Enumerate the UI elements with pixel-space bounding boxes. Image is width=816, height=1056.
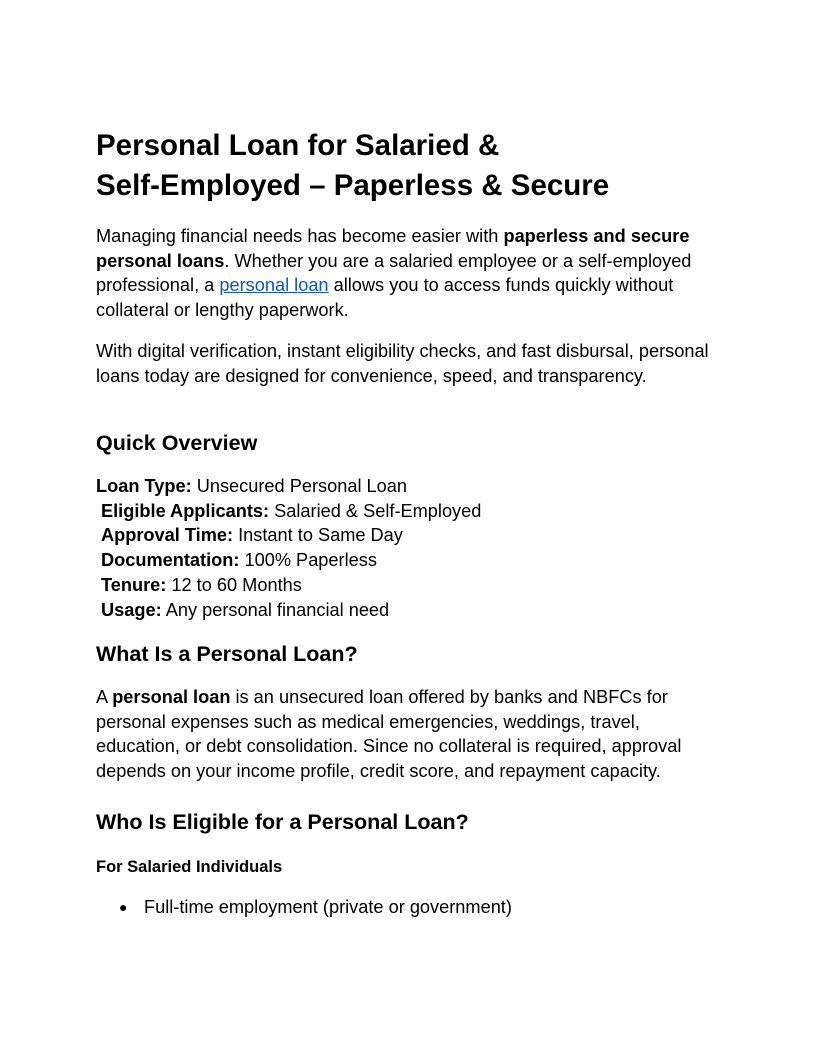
intro-text-1: Managing financial needs has become easier with [96,226,504,246]
what-is-text-2: is an unsecured loan offered by banks and NBFCs for personal expenses such as medical emergencies, weddings, travel, education, or debt consolidation. Since no collateral is required, approval depends on your income profile, credit score, and repayment capacity. [96,687,682,782]
overview-value: 12 to 60 Months [166,574,302,595]
salaried-subheading: For Salaried Individuals [96,858,283,876]
title-line-1: Personal Loan for Salaried & [96,129,500,162]
overview-label: Usage: [101,599,162,620]
what-is-bold: personal loan [112,687,231,707]
quick-overview-list [96,474,720,622]
overview-value: Any personal financial need [161,599,390,620]
what-is-heading: What Is a Personal Loan? [96,642,358,666]
overview-label: Approval Time: [101,525,234,546]
eligibility-heading: Who Is Eligible for a Personal Loan? [96,810,469,834]
overview-value: Instant to Same Day [233,525,403,546]
bullet-icon: ● [119,899,128,915]
overview-value: 100% Paperless [239,550,377,571]
overview-row-documentation [96,548,720,573]
overview-value: Unsecured Personal Loan [191,476,408,496]
what-is-text-1: A [96,687,113,707]
list-item [96,895,512,920]
overview-row-eligible-applicants [96,499,720,524]
quick-overview-heading: Quick Overview [96,431,258,455]
overview-row-tenure [96,573,720,598]
intro-text-2: . Whether you are a salaried employee or a self-employed professional, a [96,250,692,296]
overview-value: Salaried & Self-Employed [269,500,482,521]
overview-row-loan-type [96,474,720,499]
intro-paragraph-2: With digital verification, instant eligibility checks, and fast disbursal, personal loans today are designed for convenience, speed, and transparency. [96,341,709,386]
overview-label: Loan Type: [96,476,192,496]
overview-row-approval-time [96,523,720,548]
page-title [96,126,720,206]
salaried-eligibility-list [96,895,512,920]
overview-row-usage [96,598,720,623]
overview-label: Eligible Applicants: [101,500,270,521]
personal-loan-link[interactable]: personal loan [219,275,329,296]
intro-paragraph [96,224,720,323]
what-is-paragraph [96,685,720,784]
overview-label: Tenure: [101,574,167,595]
intro-bold: paperless and secure personal loans [96,226,690,271]
list-item-text: Full-time employment (private or government) [144,897,512,917]
intro-text-3: allows you to access funds quickly without collateral or lengthy paperwork. [96,275,674,321]
title-line-2: Self-Employed – Paperless & Secure [96,169,610,202]
overview-label: Documentation: [101,550,240,571]
